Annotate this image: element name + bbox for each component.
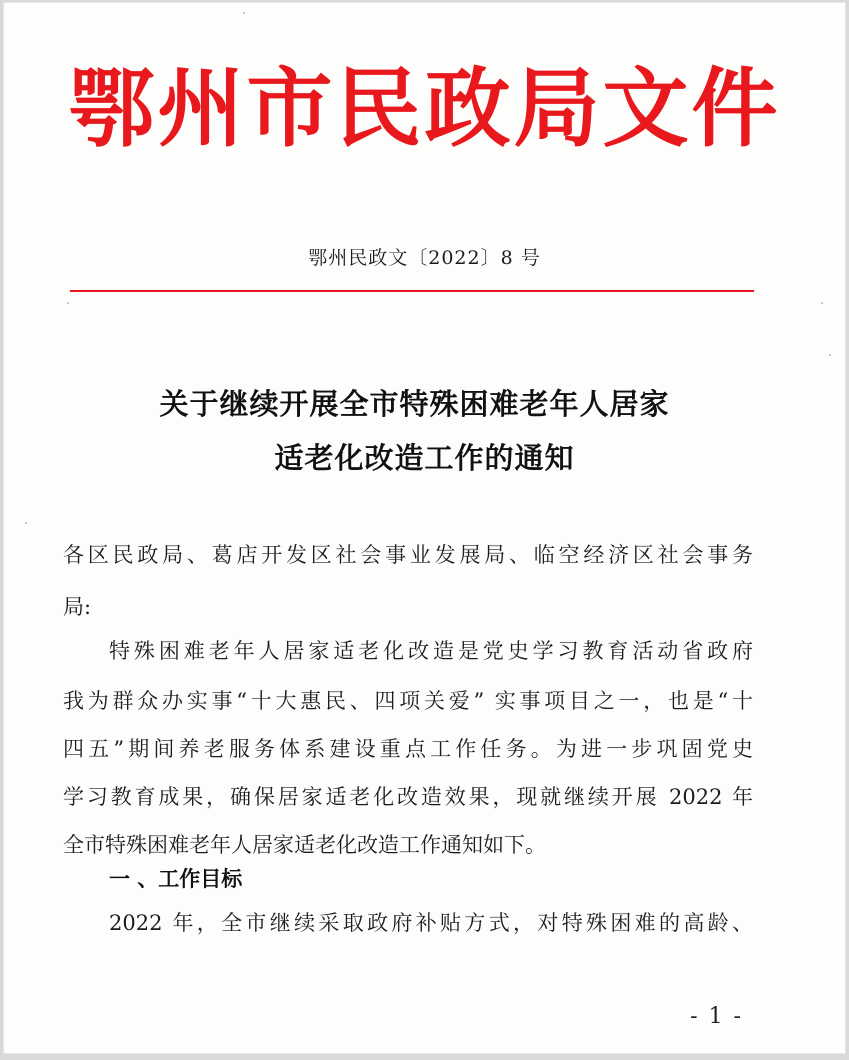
section-heading: 一 、工作目标: [109, 867, 243, 891]
scan-speck: [67, 302, 69, 304]
paragraph-line: 特殊困难老年人居家适老化改造是党史学习教育活动省政府: [109, 639, 753, 663]
scan-speck: [243, 12, 245, 14]
scan-speck: [25, 522, 27, 524]
page-number: - 1 -: [690, 1004, 743, 1029]
paragraph-line: 2022 年，全市继续采取政府补贴方式，对特殊困难的高龄、: [109, 911, 753, 935]
notice-title-line-2: 适老化改造工作的通知: [274, 441, 575, 475]
red-divider-line: [70, 290, 754, 292]
scan-speck: [829, 354, 831, 356]
paragraph-line: 全市特殊困难老年人居家适老化改造工作通知如下。: [63, 833, 546, 857]
paragraph-line: 四五”期间养老服务体系建设重点工作任务。为进一步巩固党史: [63, 737, 753, 761]
recipients-line-1: 各区民政局、葛店开发区社会事业发展局、临空经济区社会事务: [63, 543, 753, 567]
recipients-line-2: 局:: [63, 595, 92, 619]
notice-title-line-1: 关于继续开展全市特殊困难老年人居家: [159, 387, 670, 421]
paragraph-line: 我为群众办实事“十大惠民、四项关爱” 实事项目之一，也是“十: [63, 689, 753, 713]
document-header-title: 鄂州市民政局文件: [68, 58, 781, 159]
scan-speck: [821, 302, 823, 304]
document-page: [3, 2, 846, 1054]
document-number: 鄂州民政文〔2022〕8 号: [308, 247, 541, 269]
paragraph-line: 学习教育成果，确保居家适老化改造效果，现就继续开展 2022 年: [63, 785, 753, 809]
